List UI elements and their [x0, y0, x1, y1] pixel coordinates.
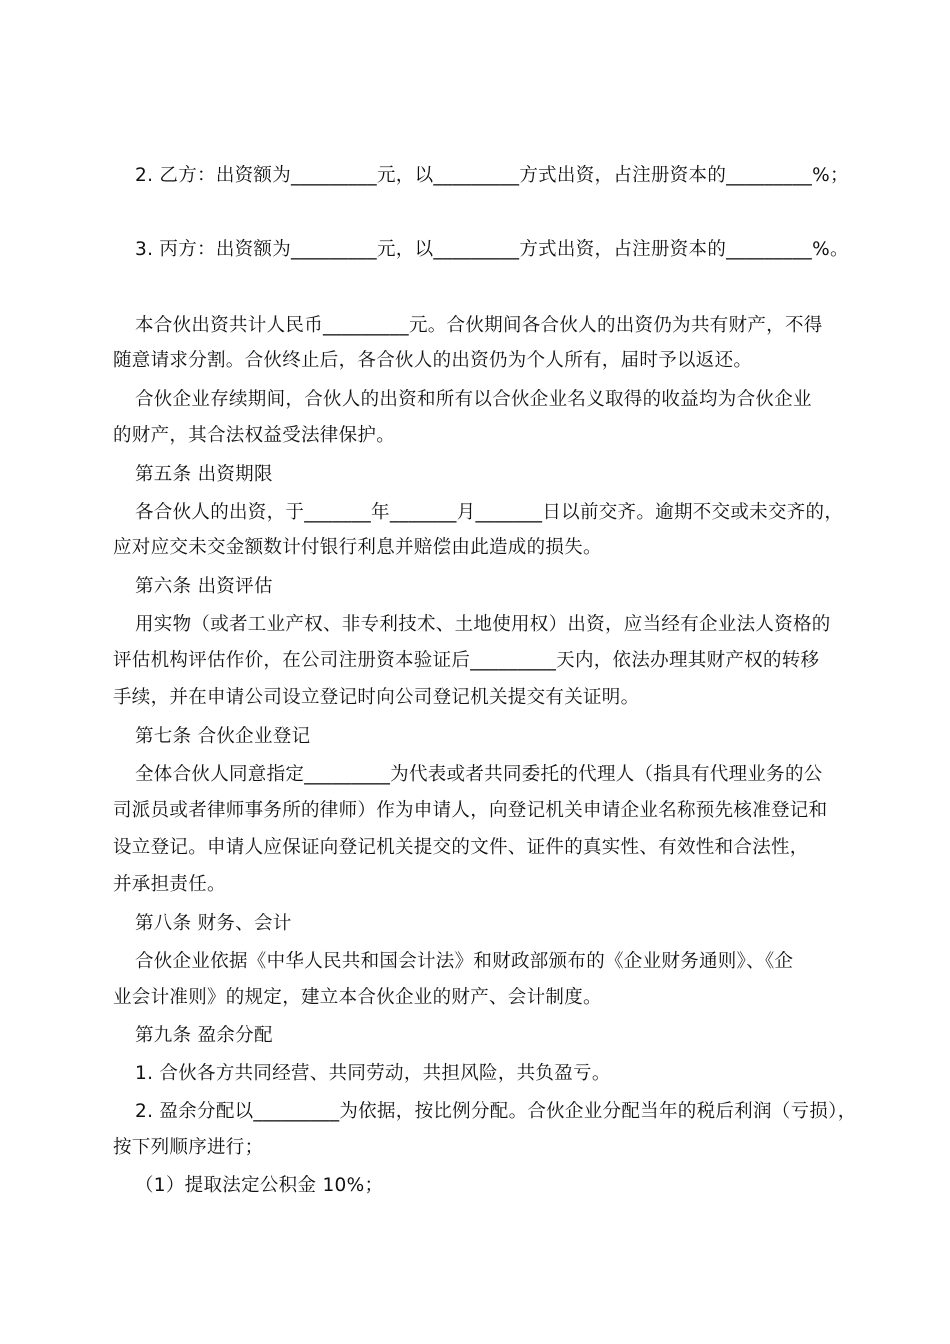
paragraph-line: 按下列顺序进行；: [113, 1137, 264, 1158]
paragraph-line: 全体合伙人同意指定_________为代表或者共同委托的代理人（指具有代理业务的公: [135, 764, 823, 785]
paragraph-line: 合伙企业依据《中华人民共和国会计法》和财政部颁布的《企业财务通则》、《企: [135, 951, 794, 972]
list-item: 2. 盈余分配以_________为依据，按比例分配。合伙企业分配当年的税后利润（亏损），: [135, 1101, 857, 1122]
paragraph-line: 手续，并在申请公司设立登记时向公司登记机关提交有关证明。: [113, 687, 640, 708]
article-heading: 第九条 盈余分配: [135, 1025, 273, 1046]
paragraph-line: 本合伙出资共计人民币_________元。合伙期间各合伙人的出资仍为共有财产，不得: [135, 315, 823, 336]
paragraph-line: 设立登记。申请人应保证向登记机关提交的文件、证件的真实性、有效性和合法性，: [113, 837, 809, 858]
clause-item-party-c: 3. 丙方：出资额为_________元，以_________方式出资，占注册资本的_________%。: [135, 239, 849, 260]
list-item: （1）提取法定公积金 10%；: [135, 1175, 384, 1196]
paragraph-line: 评估机构评估作价，在公司注册资本验证后_________天内，依法办理其财产权的转移: [113, 650, 820, 671]
paragraph-line: 业会计准则》的规定，建立本合伙企业的财产、会计制度。: [113, 987, 602, 1008]
paragraph-line: 司派员或者律师事务所的律师）作为申请人，向登记机关申请企业名称预先核准登记和: [113, 800, 828, 821]
paragraph-line: 各合伙人的出资，于_______年_______月_______日以前交齐。逾期不交或未交齐的，: [135, 502, 844, 523]
paragraph-line: 用实物（或者工业产权、非专利技术、土地使用权）出资，应当经有企业法人资格的: [135, 614, 831, 635]
paragraph-line: 的财产，其合法权益受法律保护。: [113, 425, 396, 446]
clause-item-party-b: 2. 乙方：出资额为_________元，以_________方式出资，占注册资本的_________%；: [135, 165, 849, 186]
paragraph-line: 随意请求分割。合伙终止后，各合伙人的出资仍为个人所有，届时予以返还。: [113, 350, 753, 371]
paragraph-line: 应对应交未交金额数计付银行利息并赔偿由此造成的损失。: [113, 537, 602, 558]
paragraph-line: 合伙企业存续期间，合伙人的出资和所有以合伙企业名义取得的收益均为合伙企业: [135, 389, 812, 410]
list-item: 1. 合伙各方共同经营、共同劳动，共担风险，共负盈亏。: [135, 1063, 611, 1084]
article-heading: 第七条 合伙企业登记: [135, 726, 311, 747]
article-heading: 第五条 出资期限: [135, 464, 273, 485]
paragraph-line: 并承担责任。: [113, 874, 226, 895]
article-heading: 第六条 出资评估: [135, 576, 273, 597]
article-heading: 第八条 财务、会计: [135, 913, 292, 934]
